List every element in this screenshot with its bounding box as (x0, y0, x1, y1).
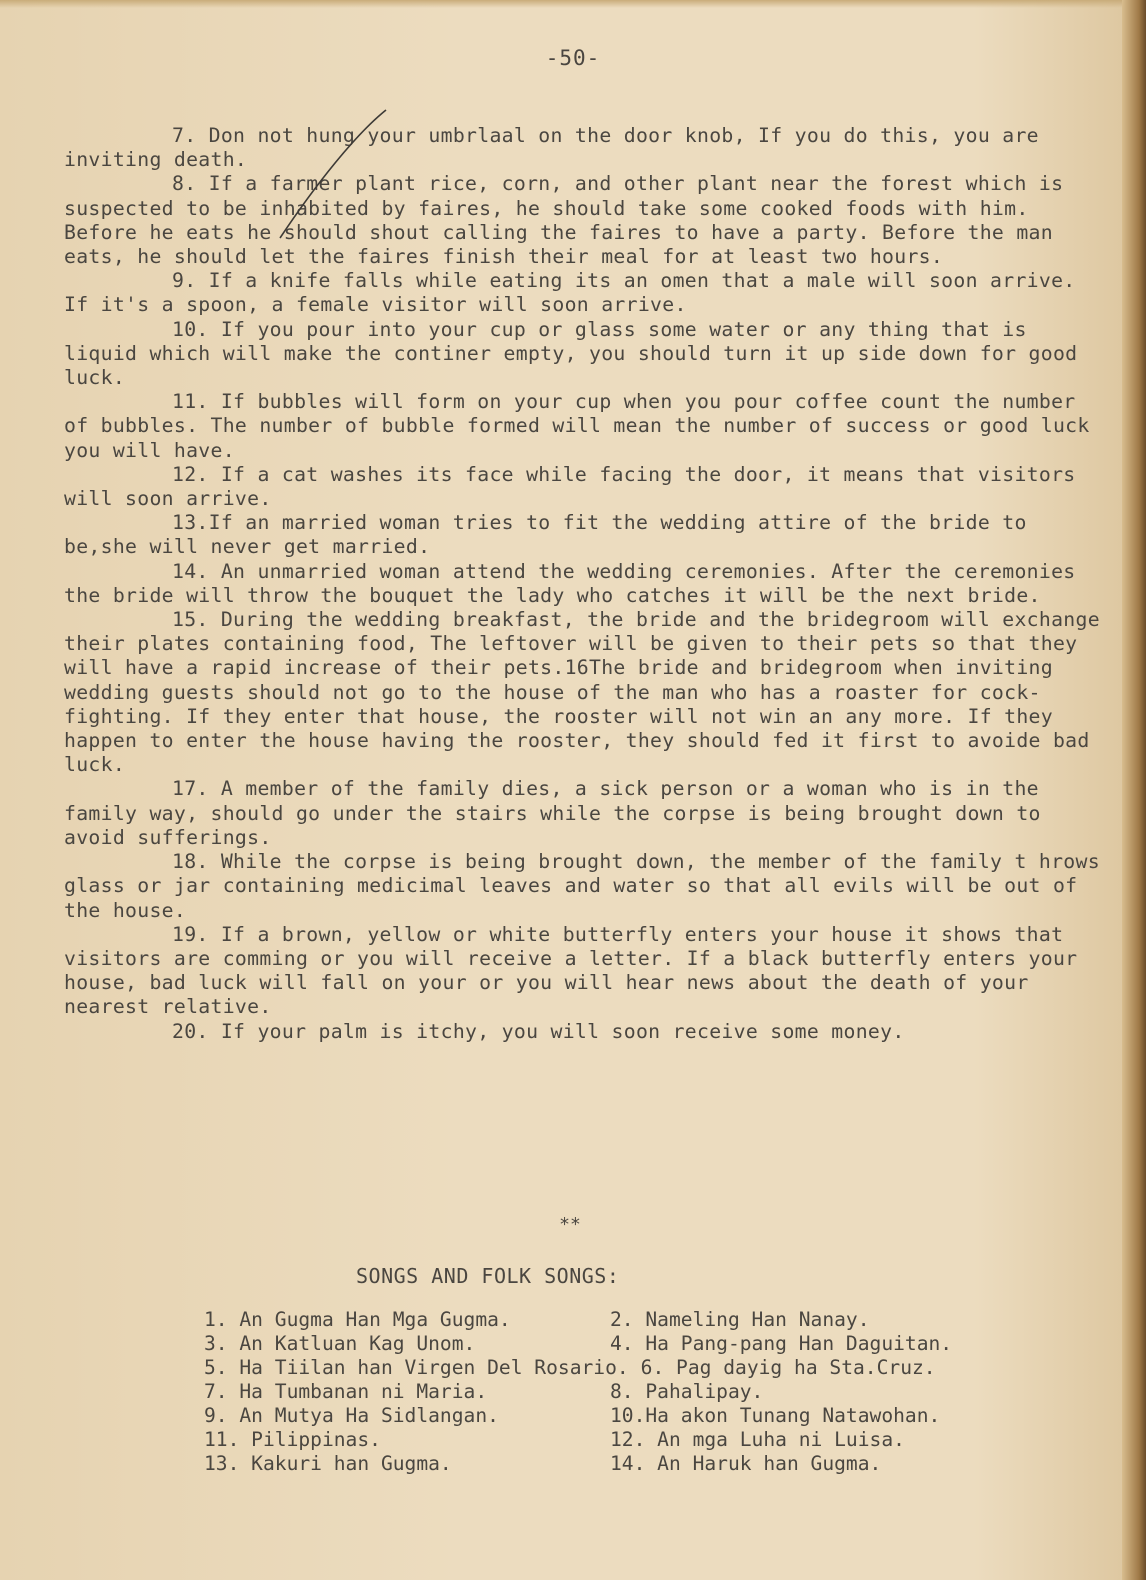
paragraph-20: 20. If your palm is itchy, you will soon receive some money. (172, 1019, 905, 1043)
song-row (204, 1356, 1134, 1380)
song-item: 3. An Katluan Kag Unom. (204, 1332, 476, 1355)
paragraph-18: 18. While the corpse is being brought down, the member of the family t hrows glass or jar containing medicimal leaves and water so that all evils will be out of the house. (64, 850, 1100, 922)
song-item: 11. Pilippinas. (204, 1428, 381, 1451)
song-item: 13. Kakuri han Gugma. (204, 1452, 452, 1475)
paragraph-14: 14. An unmarried woman attend the wedding ceremonies. After the ceremonies the bride will throw the bouquet the lady who catches it will be the next bride. (64, 559, 1076, 607)
paragraph-12: 12. If a cat washes its face while facing the door, it means that visitors will soon arrive. (64, 462, 1076, 511)
songs-list (204, 1308, 1134, 1476)
song-row (204, 1308, 1134, 1332)
paragraph-13: 13.If an married woman tries to fit the wedding attire of the bride to be,she will never get married. (64, 511, 1027, 559)
song-item: 14. An Haruk han Gugma. (610, 1452, 882, 1475)
page-number: -50- (545, 46, 601, 70)
paragraph-15-16: 15. During the wedding breakfast, the bride and the bridegroom will exchange their plates containing food, The leftover will be given to their pets so that they will have a rapid increase of their pets.16The bride and bridegroom when inviting wedding guests should not go to the house of the man who has a roaster for cock-fighting. If they enter that house, the rooster will not win an any more. If they happen to enter the house having the rooster, they should fed it first to avoide bad luck. (64, 608, 1100, 777)
song-row (204, 1332, 1134, 1356)
superstitions-list (64, 124, 1104, 1044)
song-item: 4. Ha Pang-pang Han Daguitan. (610, 1332, 953, 1355)
song-item: 12. An mga Luha ni Luisa. (610, 1428, 905, 1451)
paragraph-8: 8. If a farmer plant rice, corn, and other plant near the forest which is suspected to be inhabited by faires, he should take some cooked foods with him. Before he eats he should shout calling the faires to have a party. Before the man eats, he should let the faires finish their meal for at least two hours. (64, 172, 1064, 269)
song-item: 10.Ha akon Tunang Natawohan. (610, 1404, 941, 1427)
section-title: SONGS AND FOLK SONGS: (356, 1264, 620, 1288)
paragraph-7: 7. Don not hung your umbrlaal on the door knob, If you do this, you are inviting death. (64, 124, 1039, 172)
top-shadow (0, 0, 1146, 8)
paragraph-9: 9. If a knife falls while eating its an omen that a male will soon arrive. If it's a spoon, a female visitor will soon arrive. (64, 269, 1076, 317)
song-item: 2. Nameling Han Nanay. (610, 1308, 870, 1331)
song-item: 1. An Gugma Han Mga Gugma. (204, 1308, 511, 1331)
paragraph-19: 19. If a brown, yellow or white butterfly enters your house it shows that visitors are comming or you will receive a letter. If a black butterfly enters your house, bad luck will fall on your or you will hear news about the death of your nearest relative. (64, 922, 1078, 1019)
song-row (204, 1428, 1134, 1452)
song-row (204, 1452, 1134, 1476)
paragraph-10: 10. If you pour into your cup or glass some water or any thing that is liquid which will make the continer empty, you should turn it up side down for good luck. (64, 317, 1078, 390)
song-item: 8. Pahalipay. (610, 1380, 764, 1403)
song-row (204, 1380, 1134, 1404)
song-item: 6. Pag dayig ha Sta.Cruz. (640, 1356, 936, 1379)
song-item: 9. An Mutya Ha Sidlangan. (204, 1404, 499, 1427)
song-item: 7. Ha Tumbanan ni Maria. (204, 1380, 488, 1403)
paragraph-11: 11. If bubbles will form on your cup when you pour coffee count the number of bubbles. The number of bubble formed will mean the number of success or good luck you will have. (64, 390, 1090, 462)
song-row (204, 1404, 1134, 1428)
section-separator: ** (559, 1214, 581, 1235)
song-item: 5. Ha Tiilan han Virgen Del Rosario. (204, 1356, 629, 1379)
paragraph-17: 17. A member of the family dies, a sick person or a woman who is in the family way, should go under the stairs while the corpse is being brought down to avoid sufferings. (64, 777, 1041, 849)
